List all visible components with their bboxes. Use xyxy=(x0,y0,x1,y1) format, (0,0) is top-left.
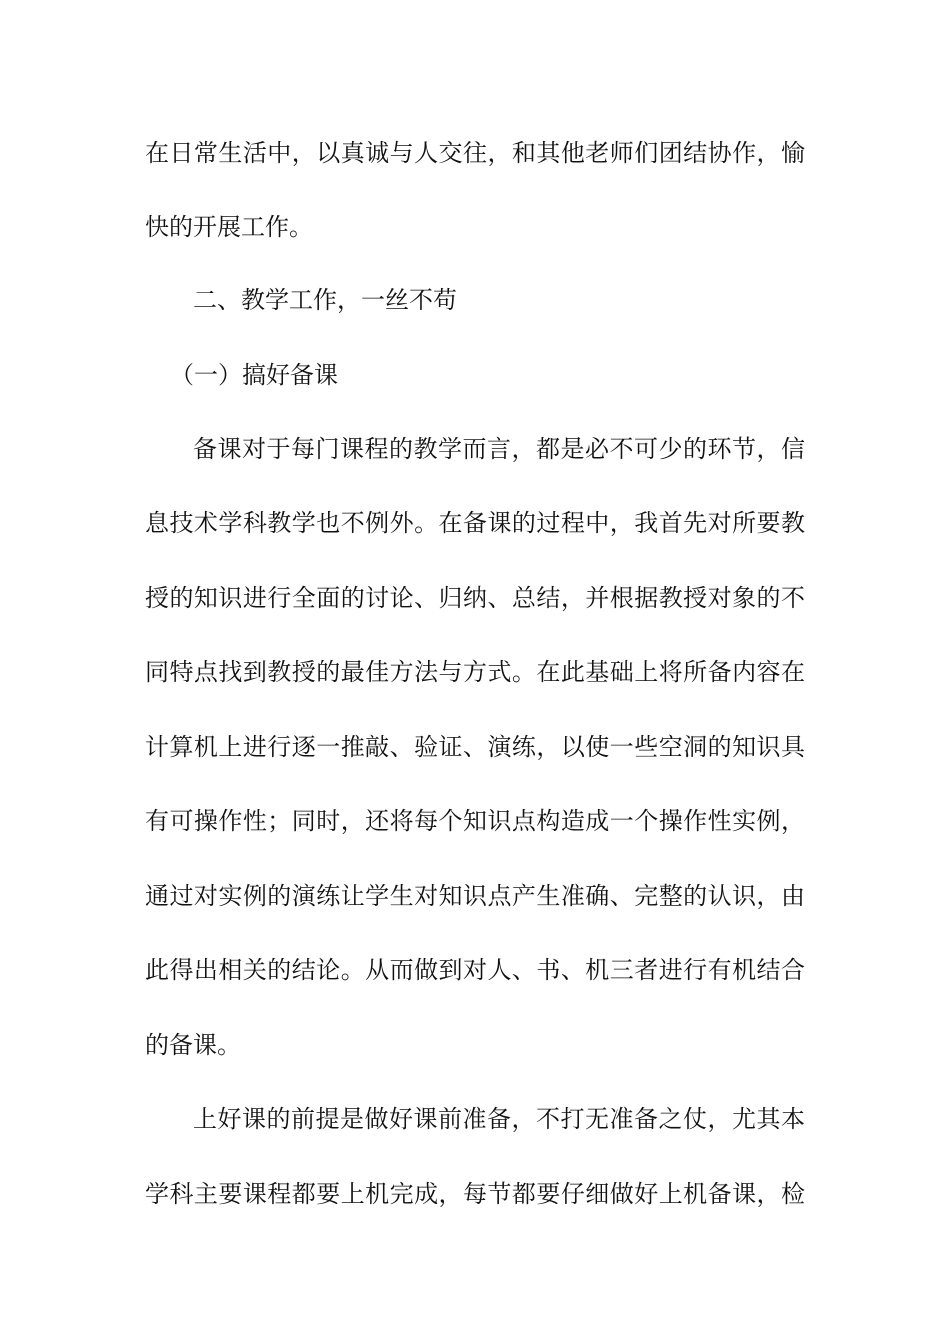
text-line-15: 学科主要课程都要上机完成，每节都要仔细做好上机备课，检 xyxy=(145,1180,805,1208)
text-line-1: 在日常生活中，以真诚与人交往，和其他老师们团结协作，愉 xyxy=(145,139,805,167)
text-line-7: 授的知识进行全面的讨论、归纳、总结，并根据教授对象的不 xyxy=(145,584,805,612)
text-line-11: 通过对实例的演练让学生对知识点产生准确、完整的认识，由 xyxy=(145,882,805,910)
section-heading: 二、教学工作，一丝不苟 xyxy=(193,286,457,314)
text-line-2: 快的开展工作。 xyxy=(145,213,313,241)
text-line-8: 同特点找到教授的最佳方法与方式。在此基础上将所备内容在 xyxy=(145,658,805,686)
text-line-6: 息技术学科教学也不例外。在备课的过程中，我首先对所要教 xyxy=(145,509,805,537)
text-line-14: 上好课的前提是做好课前准备，不打无准备之仗，尤其本 xyxy=(193,1105,805,1133)
subsection-heading: （一）搞好备课 xyxy=(170,361,338,389)
text-line-9: 计算机上进行逐一推敲、验证、演练，以使一些空洞的知识具 xyxy=(145,733,805,761)
text-line-10: 有可操作性；同时，还将每个知识点构造成一个操作性实例， xyxy=(145,807,805,835)
text-line-12: 此得出相关的结论。从而做到对人、书、机三者进行有机结合 xyxy=(145,956,805,984)
text-line-5: 备课对于每门课程的教学而言，都是必不可少的环节，信 xyxy=(193,435,805,463)
text-line-13: 的备课。 xyxy=(145,1031,241,1059)
